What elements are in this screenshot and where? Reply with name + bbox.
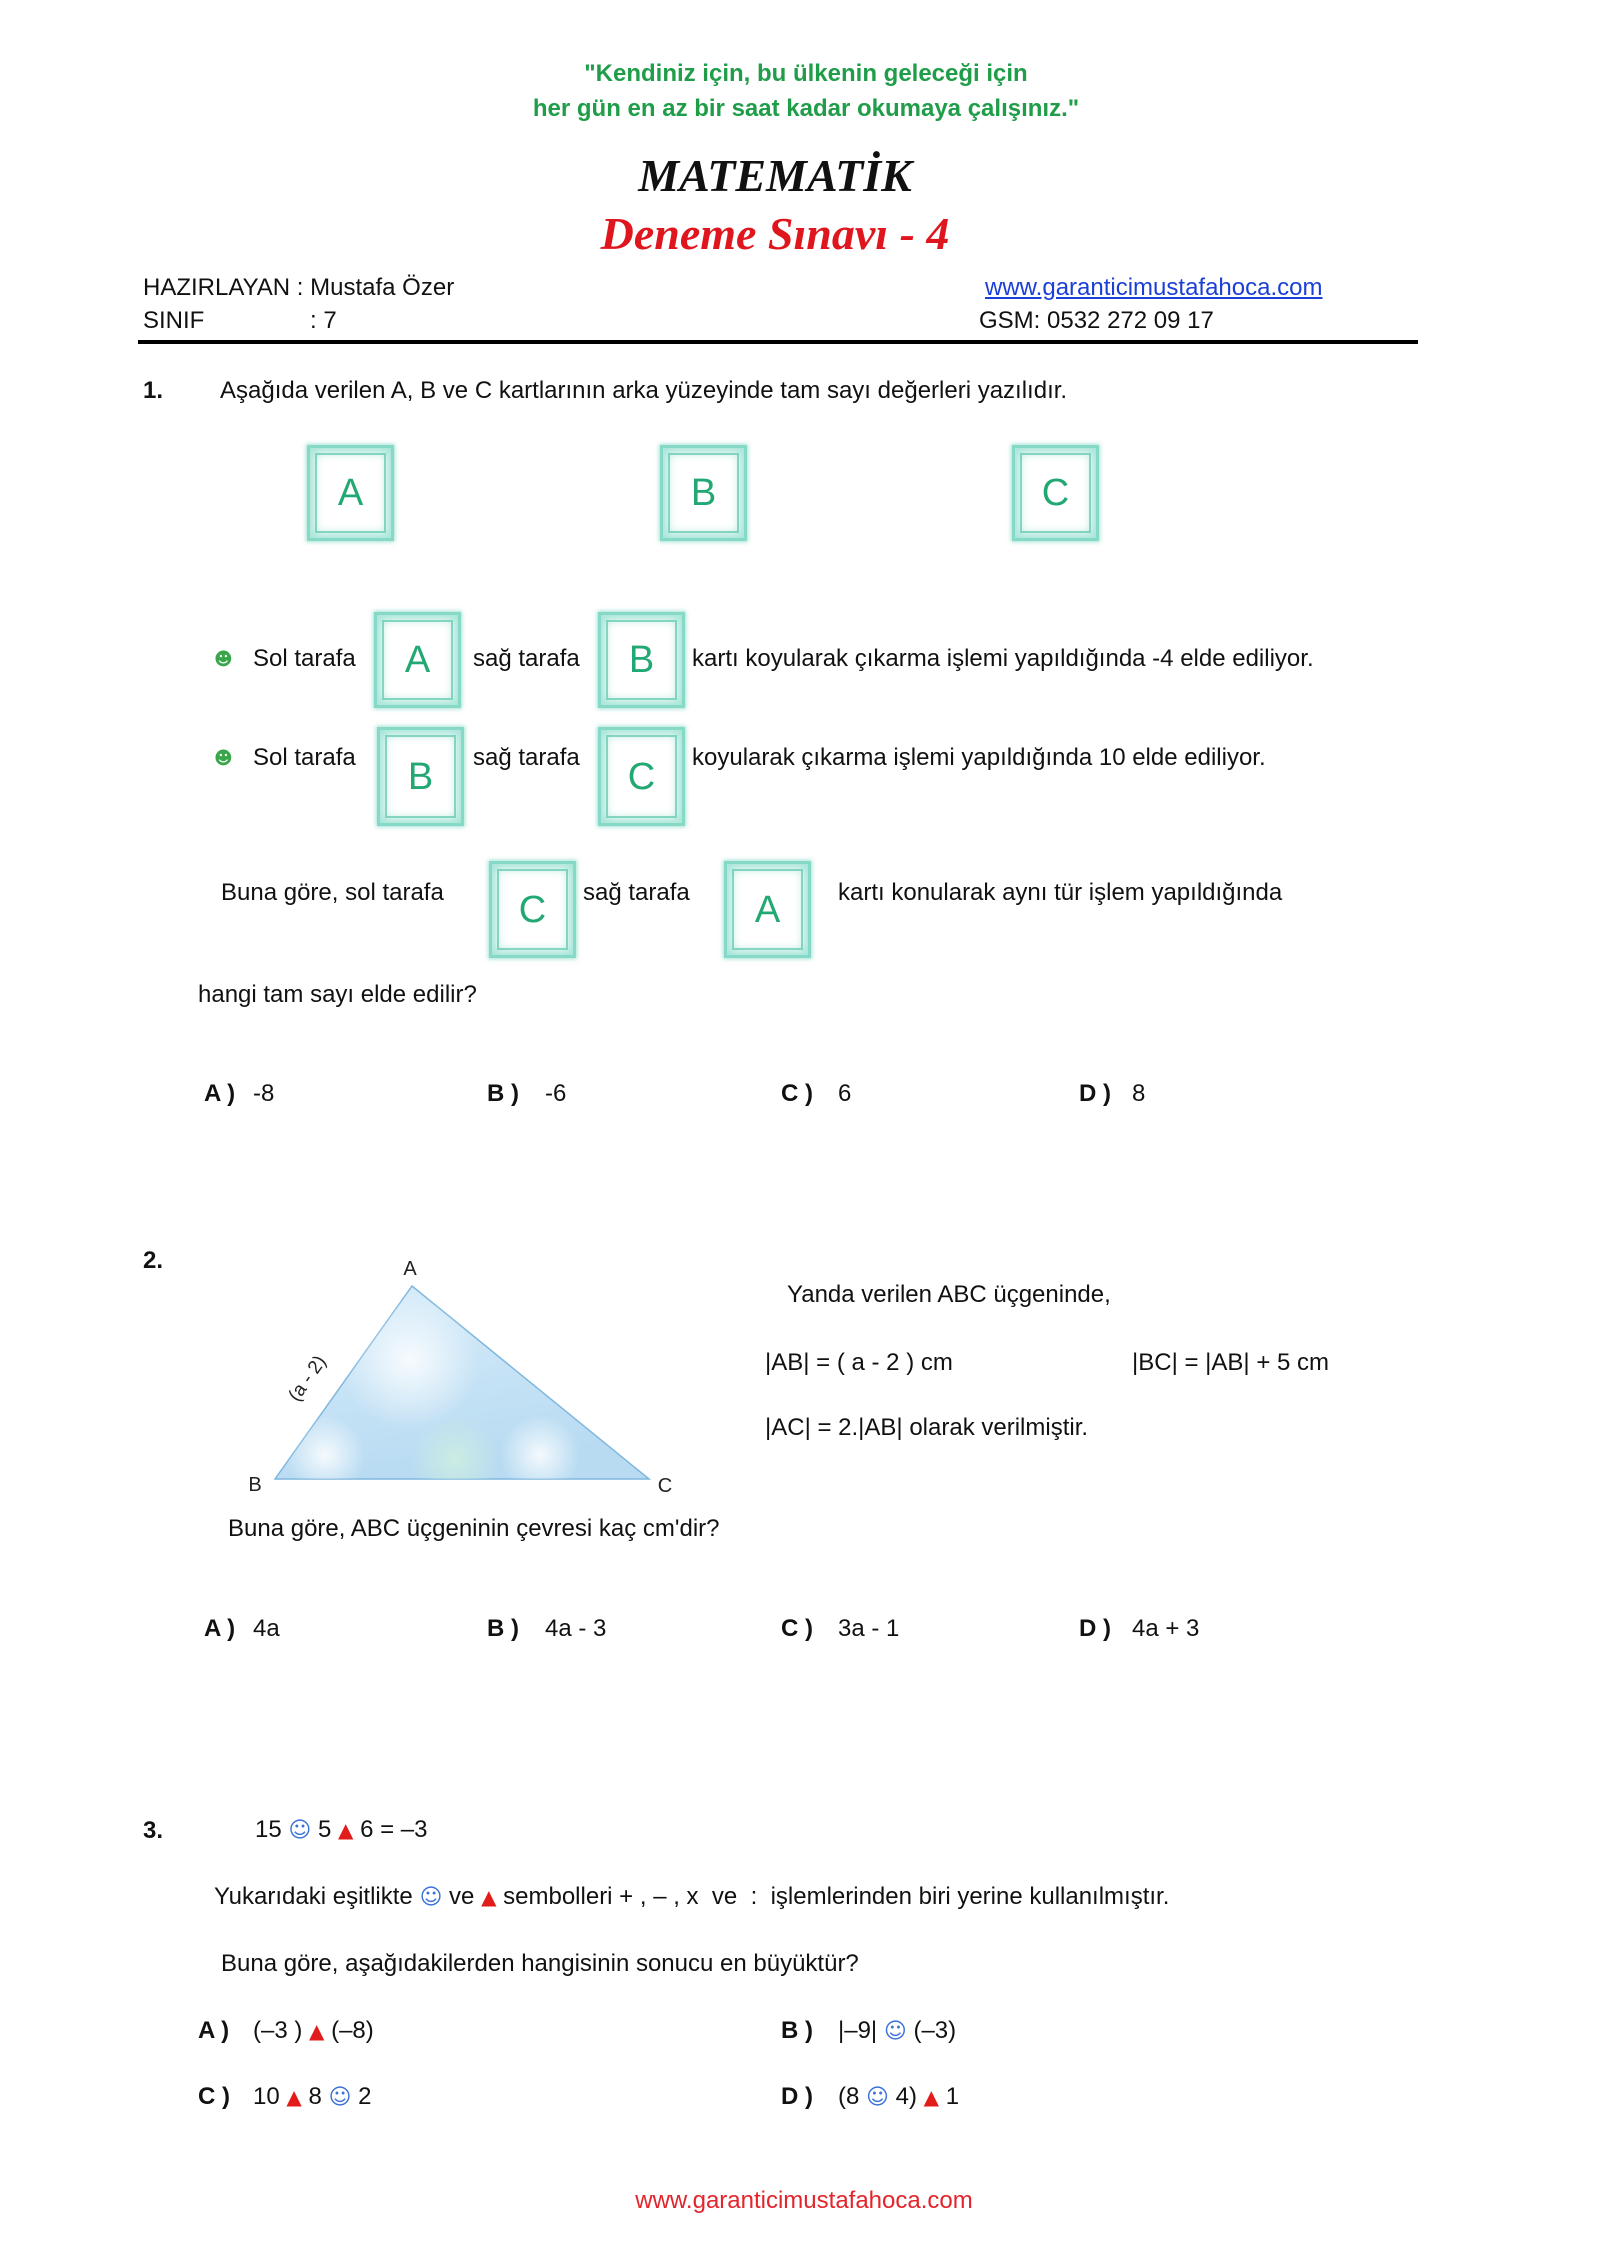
option-d-part-3: 1 xyxy=(945,2083,960,2110)
footer-website: www.garanticimustafahoca.com xyxy=(635,2187,973,2214)
q1-option-a-label: A ) xyxy=(204,1080,236,1107)
option-d-part-1: (8 xyxy=(838,2083,860,2110)
q2-given-ac: |AC| = 2.|AB| olarak verilmiştir. xyxy=(765,1414,1089,1441)
option-a-part-1: (–3 ) xyxy=(253,2017,303,2044)
website-link[interactable]: www.garanticimustafahoca.com xyxy=(985,274,1323,301)
equation-term-3: 6 = –3 xyxy=(360,1816,428,1843)
triangle-operator-icon: ▲ xyxy=(338,1818,354,1842)
motto-line-1: "Kendiniz için, bu ülkenin geleceği için xyxy=(584,60,1028,87)
q3-option-a-label: A ) xyxy=(198,2017,230,2044)
clue1-right-text: sağ tarafa xyxy=(473,645,580,672)
q2-given-ab: |AB| = ( a - 2 ) cm xyxy=(765,1349,953,1376)
smiley-operator-icon: ☺ xyxy=(883,2019,907,2044)
q1-option-d-value: 8 xyxy=(1132,1080,1146,1107)
triangle-figure xyxy=(240,1250,700,1500)
smiley-bullet-icon: ☻ xyxy=(214,748,233,769)
triangle-operator-icon: ▲ xyxy=(923,2085,940,2109)
q2-question: Buna göre, ABC üçgeninin çevresi kaç cm'dir? xyxy=(228,1515,720,1542)
q1-number: 1. xyxy=(143,377,164,404)
q3-option-b-value xyxy=(838,2017,956,2046)
q1-option-d-label: D ) xyxy=(1079,1080,1111,1107)
q3-option-c-label: C ) xyxy=(198,2083,230,2110)
q1-option-c-label: C ) xyxy=(781,1080,813,1107)
vertex-b-label: B xyxy=(248,1474,262,1496)
clue2-left-card: B xyxy=(377,727,464,826)
statement-before: Yukarıdaki eşitlikte xyxy=(214,1883,413,1910)
q2-given-bc: |BC| = |AB| + 5 cm xyxy=(1132,1349,1330,1376)
q2-option-a-value: 4a xyxy=(253,1615,280,1642)
q2-option-c-label: C ) xyxy=(781,1615,813,1642)
q2-option-d-value: 4a + 3 xyxy=(1132,1615,1200,1642)
q2-option-d-label: D ) xyxy=(1079,1615,1111,1642)
q1-stem: Aşağıda verilen A, B ve C kartlarının arka yüzeyinde tam sayı değerleri yazılıdır. xyxy=(220,377,1068,404)
q3-option-c-value xyxy=(253,2083,371,2112)
q3-option-d-value xyxy=(838,2083,959,2112)
option-c-part-1: 10 xyxy=(253,2083,280,2110)
clue2-rest: koyularak çıkarma işlemi yapıldığında 10 elde ediliyor. xyxy=(692,744,1266,771)
option-c-part-2: 8 xyxy=(308,2083,322,2110)
vertex-a-label: A xyxy=(403,1258,417,1280)
q1-question-line-2: hangi tam sayı elde edilir? xyxy=(198,981,477,1008)
statement-after: sembolleri + , – , x ve : işlemlerinden biri yerine kullanılmıştır. xyxy=(503,1883,1170,1910)
smiley-operator-icon: ☺ xyxy=(288,1818,312,1843)
motto-line-2: her gün en az bir saat kadar okumaya çalışınız." xyxy=(532,95,1080,122)
option-a-part-2: (–8) xyxy=(331,2017,374,2044)
q2-number: 2. xyxy=(143,1247,164,1274)
card-c: C xyxy=(1012,445,1099,541)
prepared-by: HAZIRLAYAN : Mustafa Özer xyxy=(143,274,455,301)
q1-question-right-card: A xyxy=(724,861,811,958)
q1-question-left-card: C xyxy=(489,861,576,958)
equation-term-1: 15 xyxy=(255,1816,282,1843)
option-c-part-3: 2 xyxy=(358,2083,372,2110)
card-a: A xyxy=(307,445,394,541)
clue1-right-card: B xyxy=(598,612,685,708)
q3-statement xyxy=(214,1883,1169,1912)
q3-option-a-value xyxy=(253,2017,374,2045)
q3-option-d-label: D ) xyxy=(781,2083,813,2110)
q3-equation xyxy=(255,1816,427,1845)
side-ab-label: (a - 2) xyxy=(284,1351,331,1406)
q2-option-a-label: A ) xyxy=(204,1615,236,1642)
q1-question-right-text: sağ tarafa xyxy=(583,879,690,906)
clue1-left-card: A xyxy=(374,612,461,708)
clue1-rest: kartı koyularak çıkarma işlemi yapıldığında -4 elde ediliyor. xyxy=(692,645,1314,672)
q1-option-c-value: 6 xyxy=(838,1080,852,1107)
clue2-left-text: Sol tarafa xyxy=(253,744,356,771)
triangle-operator-icon: ▲ xyxy=(286,2085,302,2109)
class-value: : 7 xyxy=(310,307,337,334)
header-divider xyxy=(138,340,1418,344)
smiley-operator-icon: ☺ xyxy=(419,1885,443,1910)
q2-option-b-label: B ) xyxy=(487,1615,519,1642)
option-b-part-1: |–9| xyxy=(838,2017,878,2044)
q3-option-b-label: B ) xyxy=(781,2017,813,2044)
class-label: SINIF xyxy=(143,307,205,334)
smiley-operator-icon: ☺ xyxy=(866,2085,889,2110)
vertex-c-label: C xyxy=(657,1475,673,1497)
clue2-right-card: C xyxy=(598,727,685,826)
phone-number: GSM: 0532 272 09 17 xyxy=(979,307,1214,334)
triangle-operator-icon: ▲ xyxy=(309,2019,325,2043)
card-b: B xyxy=(660,445,747,541)
equation-term-2: 5 xyxy=(317,1816,332,1843)
option-b-part-2: (–3) xyxy=(913,2017,957,2044)
q1-option-b-label: B ) xyxy=(487,1080,519,1107)
q3-question: Buna göre, aşağıdakilerden hangisinin sonucu en büyüktür? xyxy=(221,1950,859,1977)
exam-title: Deneme Sınavı - 4 xyxy=(600,208,950,259)
q1-option-a-value: -8 xyxy=(253,1080,275,1107)
smiley-bullet-icon: ☻ xyxy=(214,649,233,670)
triangle-operator-icon: ▲ xyxy=(481,1885,497,1909)
q1-question-left-text: Buna göre, sol tarafa xyxy=(221,879,444,906)
q3-number: 3. xyxy=(143,1817,164,1844)
q2-option-c-value: 3a - 1 xyxy=(838,1615,900,1642)
statement-middle: ve xyxy=(449,1883,475,1910)
clue1-left-text: Sol tarafa xyxy=(253,645,356,672)
q1-option-b-value: -6 xyxy=(545,1080,567,1107)
option-d-part-2: 4) xyxy=(895,2083,917,2110)
q2-intro: Yanda verilen ABC üçgeninde, xyxy=(787,1281,1111,1308)
clue2-right-text: sağ tarafa xyxy=(473,744,580,771)
smiley-operator-icon: ☺ xyxy=(328,2085,352,2110)
q1-question-rest: kartı konularak aynı tür işlem yapıldığında xyxy=(838,879,1283,906)
subject-title: MATEMATİK xyxy=(638,150,912,201)
q2-option-b-value: 4a - 3 xyxy=(545,1615,607,1642)
